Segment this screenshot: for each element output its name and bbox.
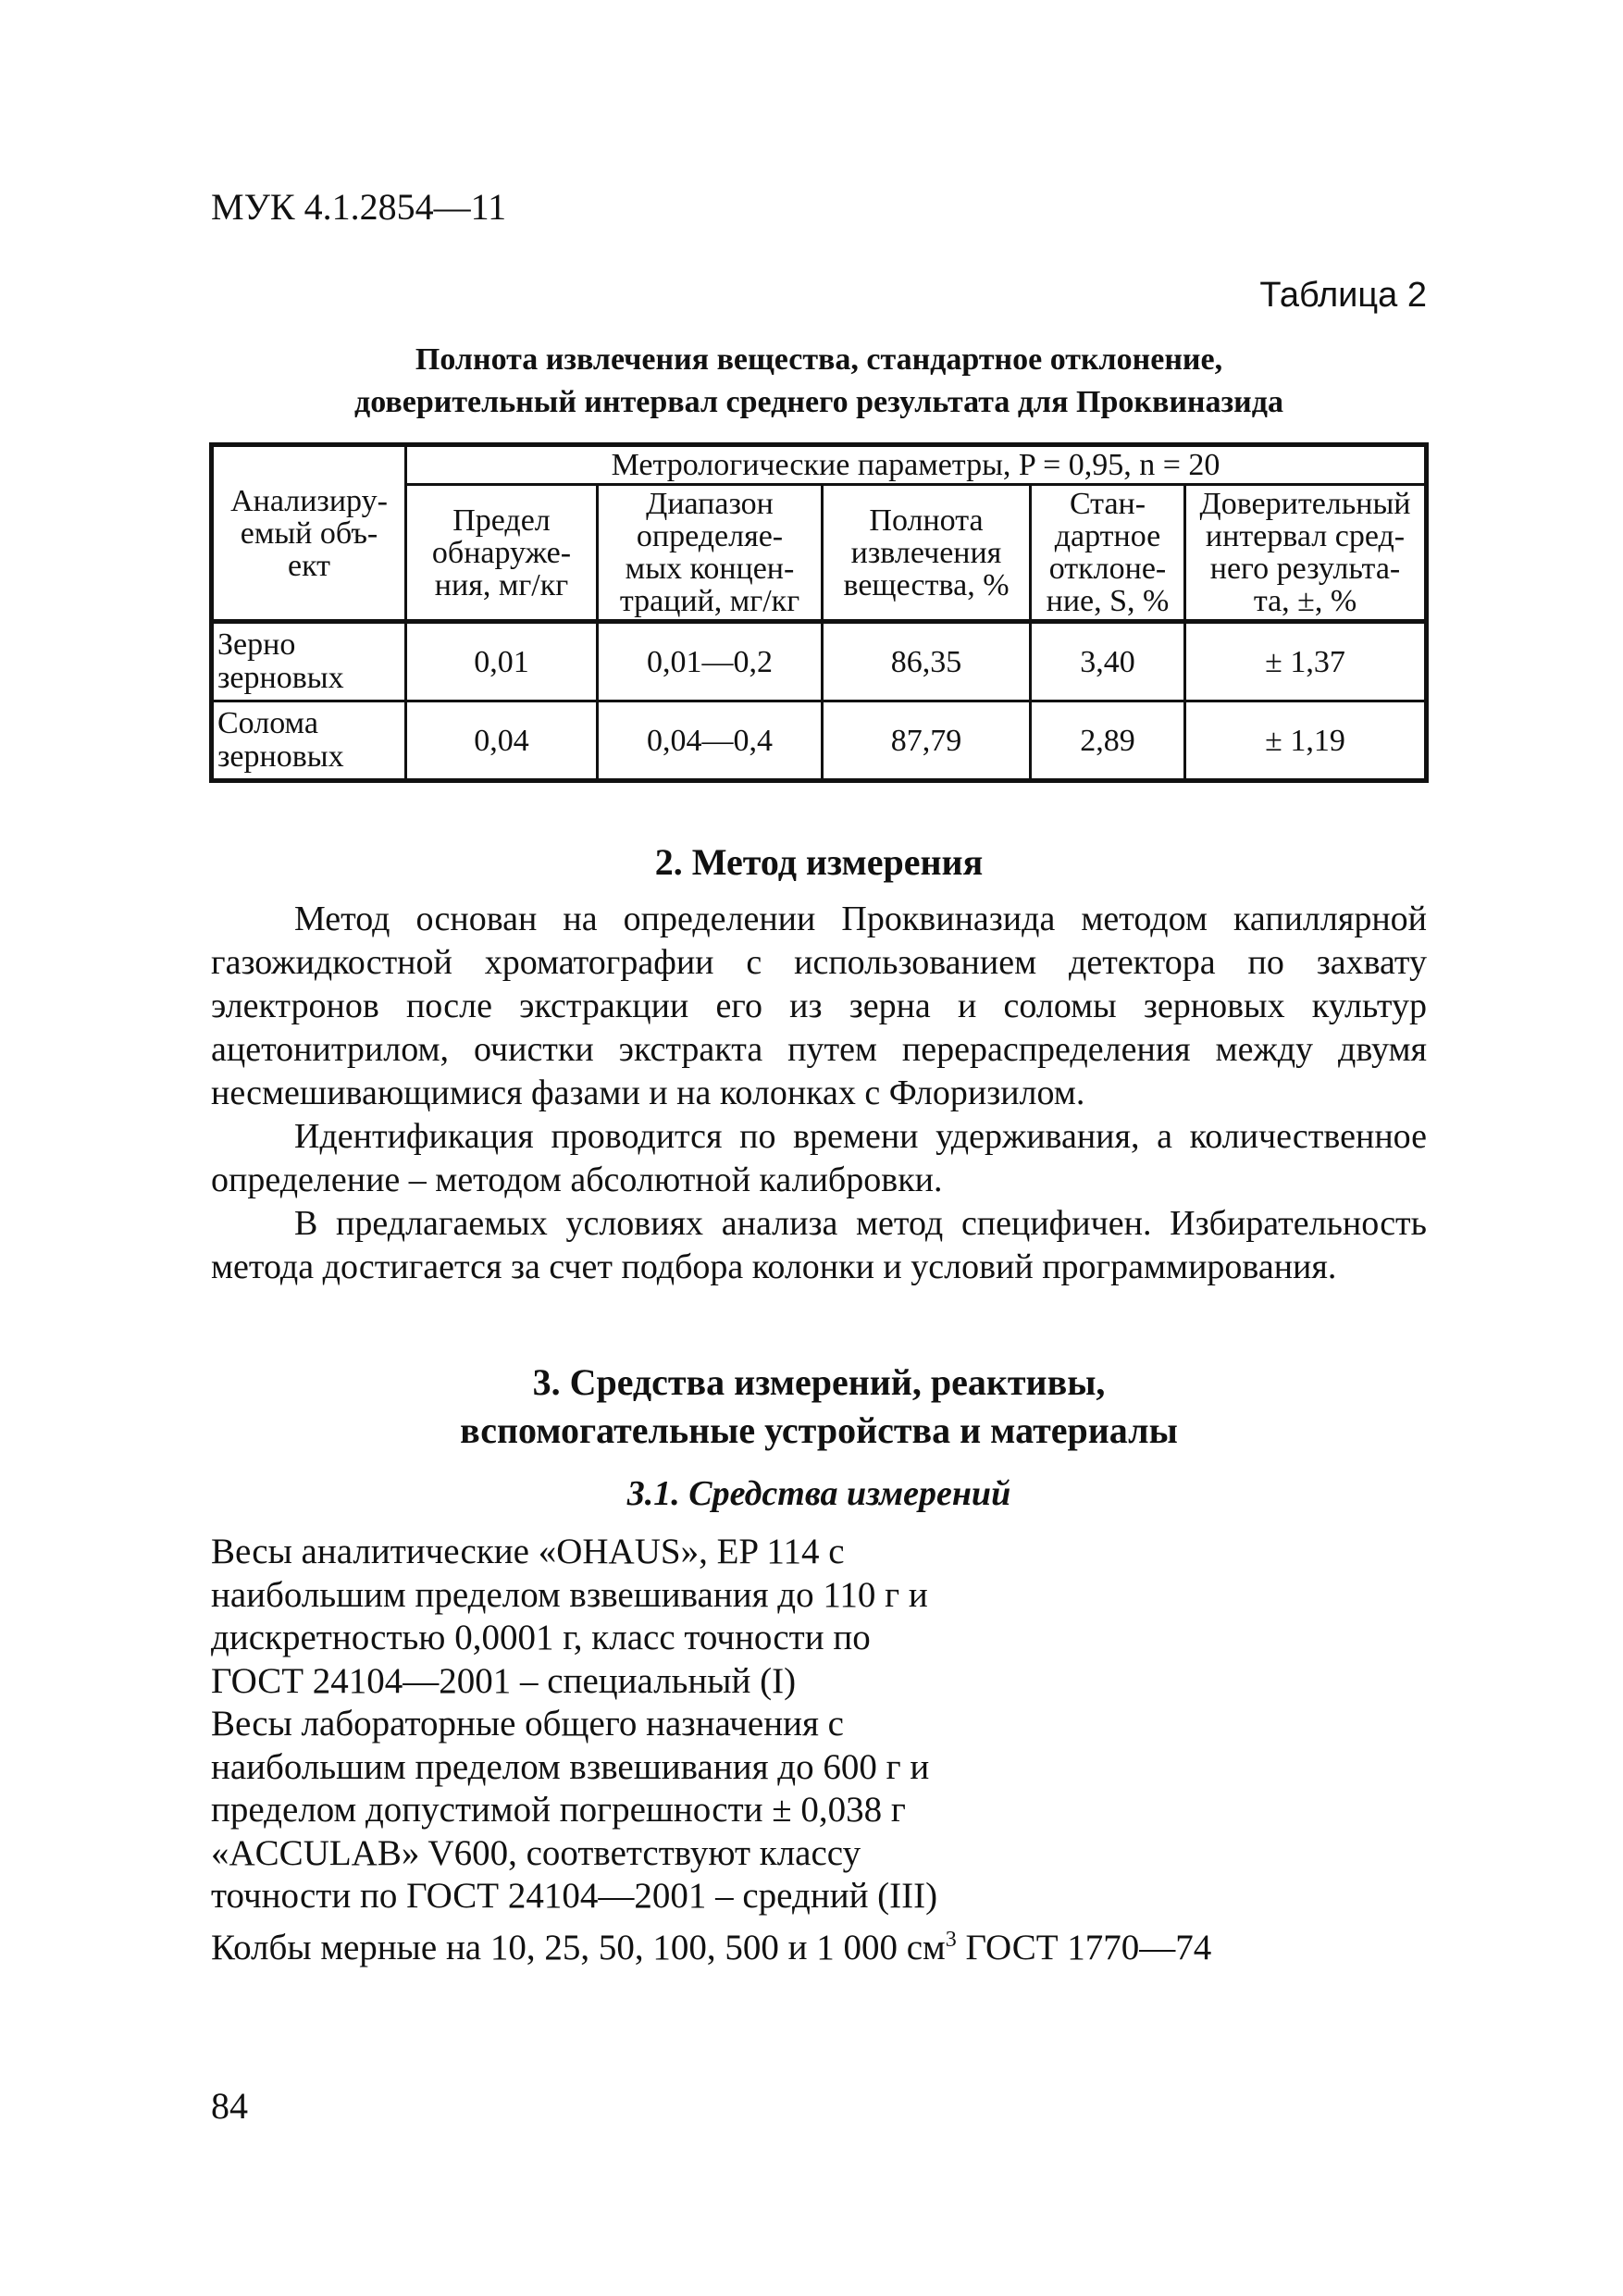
confidence-interval-cell: ± 1,19 <box>1185 701 1427 781</box>
row-object-cell <box>212 701 406 781</box>
header-analyzed-object <box>212 445 406 622</box>
equipment-line: ГОСТ 24104—2001 – специальный (I) <box>211 1660 797 1701</box>
equipment-line: Весы лабораторные общего назначения с <box>211 1704 844 1744</box>
equipment-list <box>211 1531 1211 1969</box>
section-3-title-line: 3. Средства измерений, реактивы, <box>532 1361 1106 1403</box>
recovery-cell: 87,79 <box>823 701 1031 781</box>
section-2-title: 2. Метод измерения <box>654 841 984 883</box>
header-line: Полнота <box>869 503 984 538</box>
table-caption-line: доверительный интервал среднего результата для Проквиназида <box>354 385 1283 419</box>
equipment-line: наибольшим пределом взвешивания до 110 г и <box>211 1574 928 1615</box>
equipment-line: пределом допустимой погрешности ± 0,038 г <box>211 1790 906 1830</box>
table-row <box>212 701 1427 781</box>
paragraph: В предлагаемых условиях анализа метод специфичен. Избирательность метода достигается за счет подбора колонки и условий программирования. <box>211 1204 1427 1286</box>
object-line: Солома <box>217 706 318 740</box>
paragraph: Метод основан на определении Проквиназида методом капиллярной газожидкостной хроматографии с использованием детектора по захвату электронов после экстракции его из зерна и соломы зерновых культур ацетонитрилом, очистки экстракта путем перераспределения между двумя несмешивающимися фазами и на колонках с Флоризилом. <box>211 900 1427 1112</box>
header-line: обнаруже- <box>431 535 572 570</box>
header-line: интервал сред- <box>1205 519 1406 553</box>
table-caption-line: Полнота извлечения вещества, стандартное отклонение, <box>415 342 1223 377</box>
header-line: Стан- <box>1069 487 1146 521</box>
header-metrological-parameters: Метрологические параметры, P = 0,95, n = 20 <box>406 445 1427 485</box>
header-line: Доверительный <box>1199 487 1411 521</box>
header-line: него результа- <box>1209 552 1401 586</box>
header-concentration-range <box>598 485 823 622</box>
equipment-line: Весы аналитические «OHAUS», EP 114 с <box>211 1532 845 1571</box>
section-2-body <box>211 898 1427 1289</box>
header-recovery <box>823 485 1031 622</box>
table-row <box>212 622 1427 701</box>
header-line: та, ±, % <box>1253 584 1357 618</box>
header-line: Анализиру- <box>230 483 388 518</box>
header-line: ект <box>287 548 331 583</box>
header-line: Диапазон <box>646 487 774 521</box>
table-number-label: Таблица 2 <box>1259 276 1427 315</box>
header-line: мых концен- <box>625 552 795 586</box>
header-line: ние, S, % <box>1046 584 1170 618</box>
object-line: зерновых <box>217 661 344 695</box>
header-line: ния, мг/кг <box>434 567 569 602</box>
metrology-table <box>209 442 1429 783</box>
header-standard-deviation <box>1031 485 1185 622</box>
concentration-range-cell: 0,04—0,4 <box>598 701 823 781</box>
standard-deviation-cell: 3,40 <box>1031 622 1185 701</box>
object-line: зерновых <box>217 739 344 774</box>
standard-deviation-cell: 2,89 <box>1031 701 1185 781</box>
header-line: извлечения <box>850 535 1002 570</box>
header-detection-limit <box>406 485 598 622</box>
row-object-cell <box>212 622 406 701</box>
equipment-text: Колбы мерные на 10, 25, 50, 100, 500 и 1 000 см <box>211 1927 946 1967</box>
paragraph: Идентификация проводится по времени удерживания, а количественное определение – методом абсолютной калибровки. <box>211 1117 1427 1199</box>
header-line: Предел <box>452 503 551 538</box>
equipment-line: дискретностью 0,0001 г, класс точности по <box>211 1618 871 1657</box>
superscript: 3 <box>945 1927 957 1952</box>
section-3-title <box>211 1359 1427 1455</box>
document-code: МУК 4.1.2854—11 <box>211 186 507 228</box>
header-line: определяе- <box>636 519 784 553</box>
table-caption <box>211 339 1427 424</box>
header-line: емый объ- <box>240 515 378 551</box>
equipment-line: наибольшим пределом взвешивания до 600 г и <box>211 1746 930 1787</box>
page-number: 84 <box>211 2085 248 2127</box>
concentration-range-cell: 0,01—0,2 <box>598 622 823 701</box>
equipment-line: «ACCULAB» V600, соответствуют классу <box>211 1832 861 1873</box>
header-line: вещества, % <box>843 567 1010 602</box>
confidence-interval-cell: ± 1,37 <box>1185 622 1427 701</box>
object-line: Зерно <box>217 627 296 662</box>
equipment-text: ГОСТ 1770—74 <box>956 1927 1212 1967</box>
equipment-line: точности по ГОСТ 24104—2001 – средний (III) <box>211 1876 938 1916</box>
header-line: отклоне- <box>1048 552 1167 586</box>
subsection-3-1-title: 3.1. Средства измерений <box>626 1474 1011 1513</box>
recovery-cell: 86,35 <box>823 622 1031 701</box>
header-line: траций, мг/кг <box>619 584 800 618</box>
detection-limit-cell: 0,04 <box>406 701 598 781</box>
equipment-line <box>211 1918 1211 1970</box>
header-line: дартное <box>1054 519 1161 553</box>
section-3-title-line: вспомогательные устройства и материалы <box>460 1409 1178 1451</box>
header-confidence-interval <box>1185 485 1427 622</box>
detection-limit-cell: 0,01 <box>406 622 598 701</box>
